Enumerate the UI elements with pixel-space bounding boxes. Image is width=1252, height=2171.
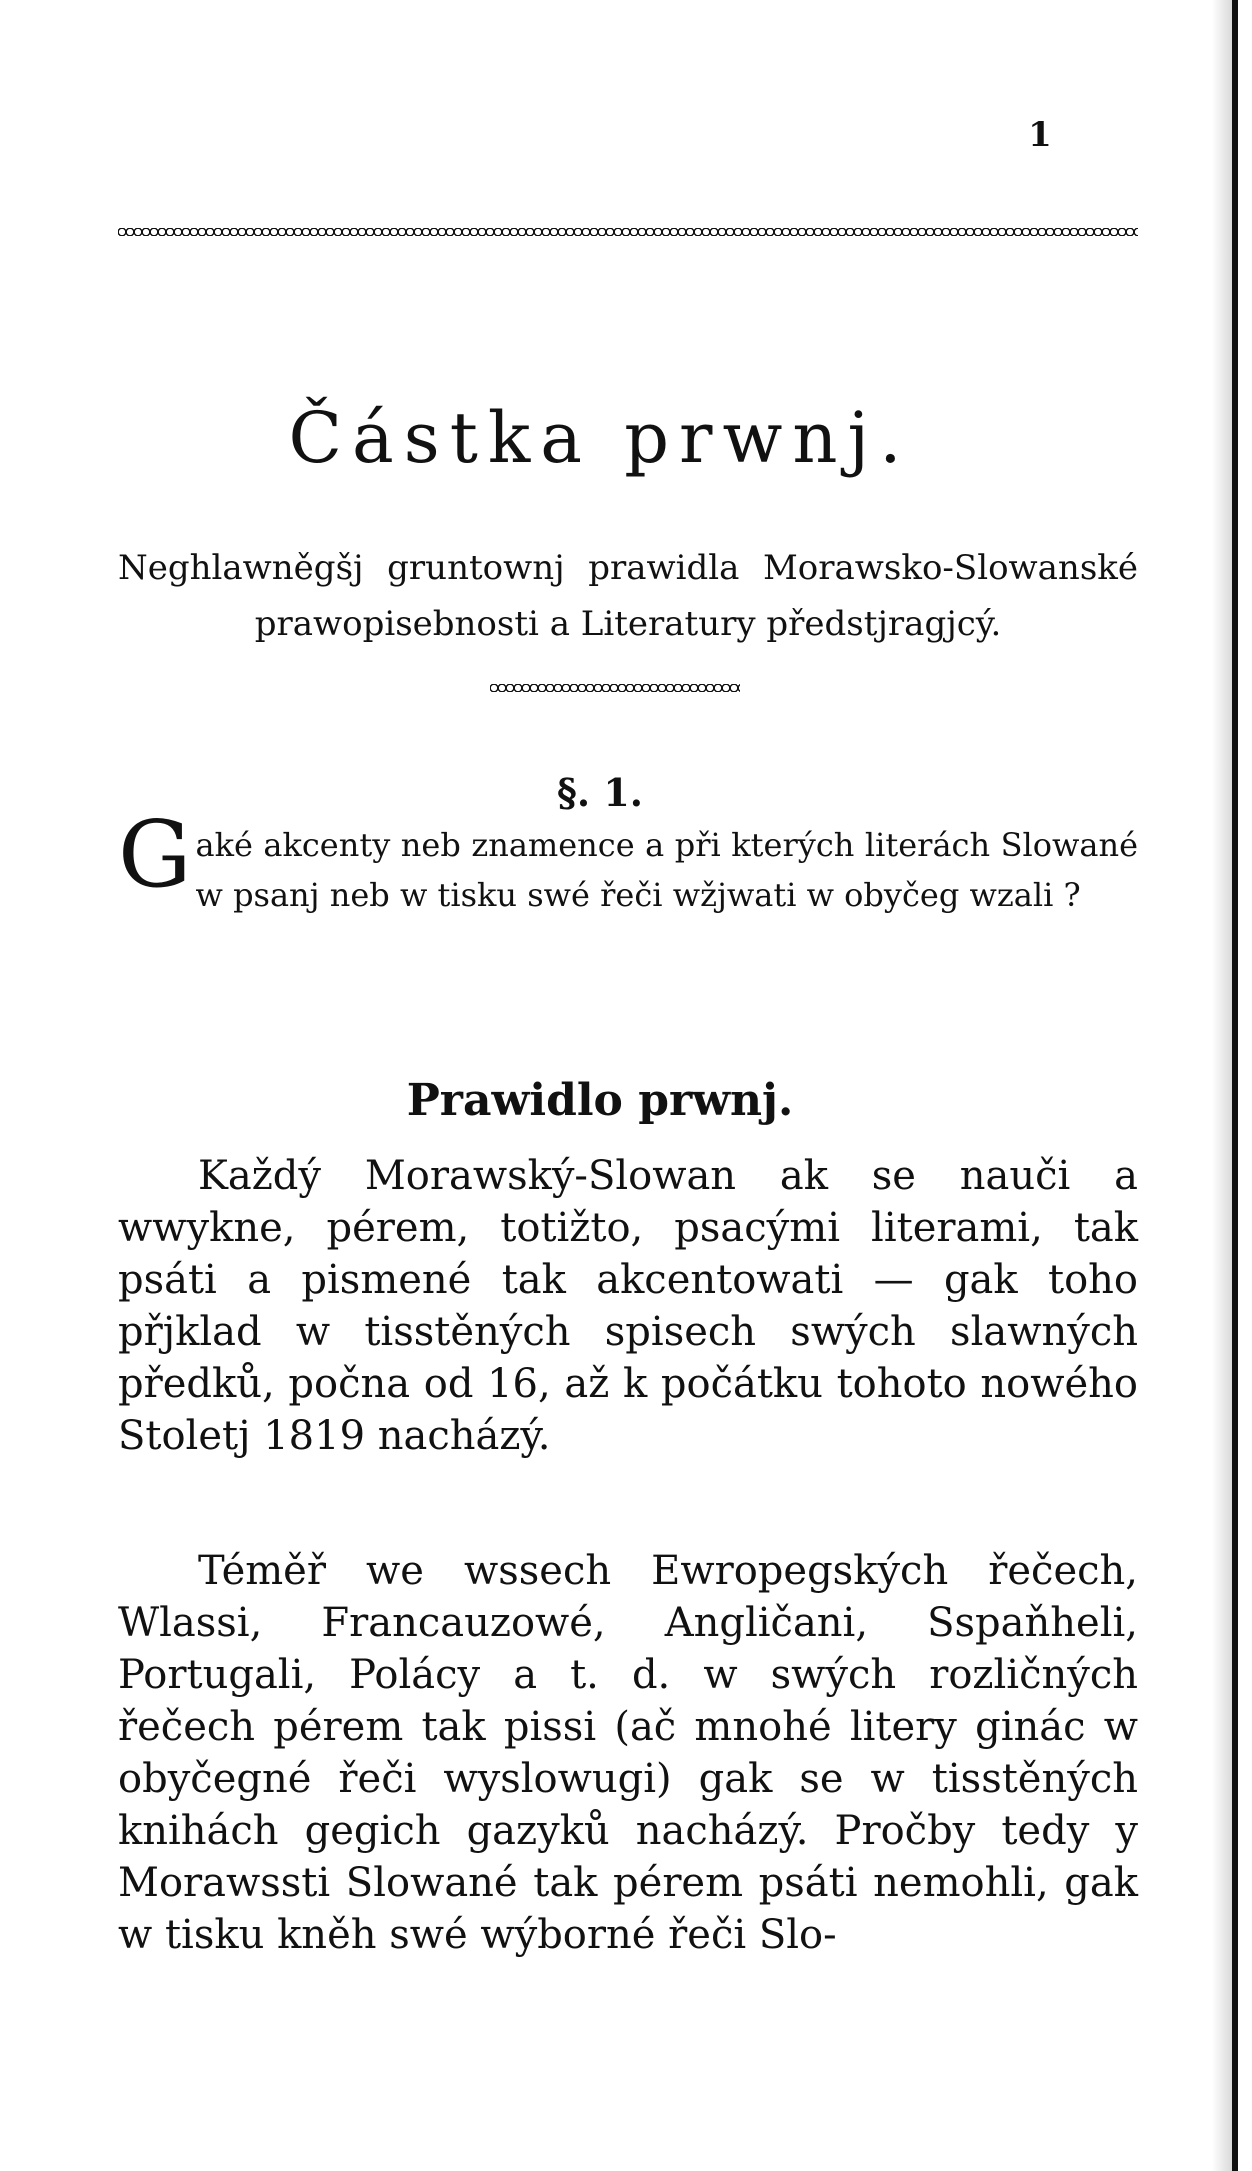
section-title: Částka prwnj.	[288, 397, 912, 479]
ornamental-rule-top	[118, 228, 1138, 242]
body-paragraph-2: Téměř we wssech Ewropegských řečech, Wlassi, Francauzowé, Angličani, Sspaňheli, Portugali, Polácy a t. d. w swých rozličných řečech pérem tak pissi (ač mnohé litery ginác w obyčegné řeči wyslowugi) gak se w tisstěných knihách gegich gazyků nacházý. Pročby tedy y Morawssti Slowané tak pérem psáti nemohli, gak w tisku kněh swé wýborné řeči Slo-	[118, 1548, 1138, 1958]
page-edge-shadow	[1212, 0, 1232, 2171]
ornamental-rule-middle	[490, 684, 740, 698]
page-edge	[1232, 0, 1238, 2171]
drop-cap: G	[118, 801, 192, 908]
question-body: aké akcenty neb znamence a při kterých literách Slowané w psanj neb w tisku swé řeči wžjwati w obyčeg wzali ?	[195, 826, 1138, 914]
section-subtitle: Neghlawněgšj gruntownj prawidla Morawsko-Slowanské prawopisebnosti a Literatury předstjragjcý.	[118, 548, 1138, 644]
body-paragraph-1: Každý Morawský-Slowan ak se nauči a wwykne, pérem, totižto, psacými literami, tak psáti a pismené tak akcentowati — gak toho přjklad w tisstěných spisech swých slawných předků, počna od 16, až k počátku tohoto nowého Stoletj 1819 nacházý.	[118, 1153, 1138, 1459]
rule-title: Prawidlo prwnj.	[406, 1075, 794, 1126]
question-text	[118, 801, 1138, 920]
page-number: 1	[1028, 115, 1052, 155]
paragraph-mark: §. 1.	[556, 770, 643, 815]
